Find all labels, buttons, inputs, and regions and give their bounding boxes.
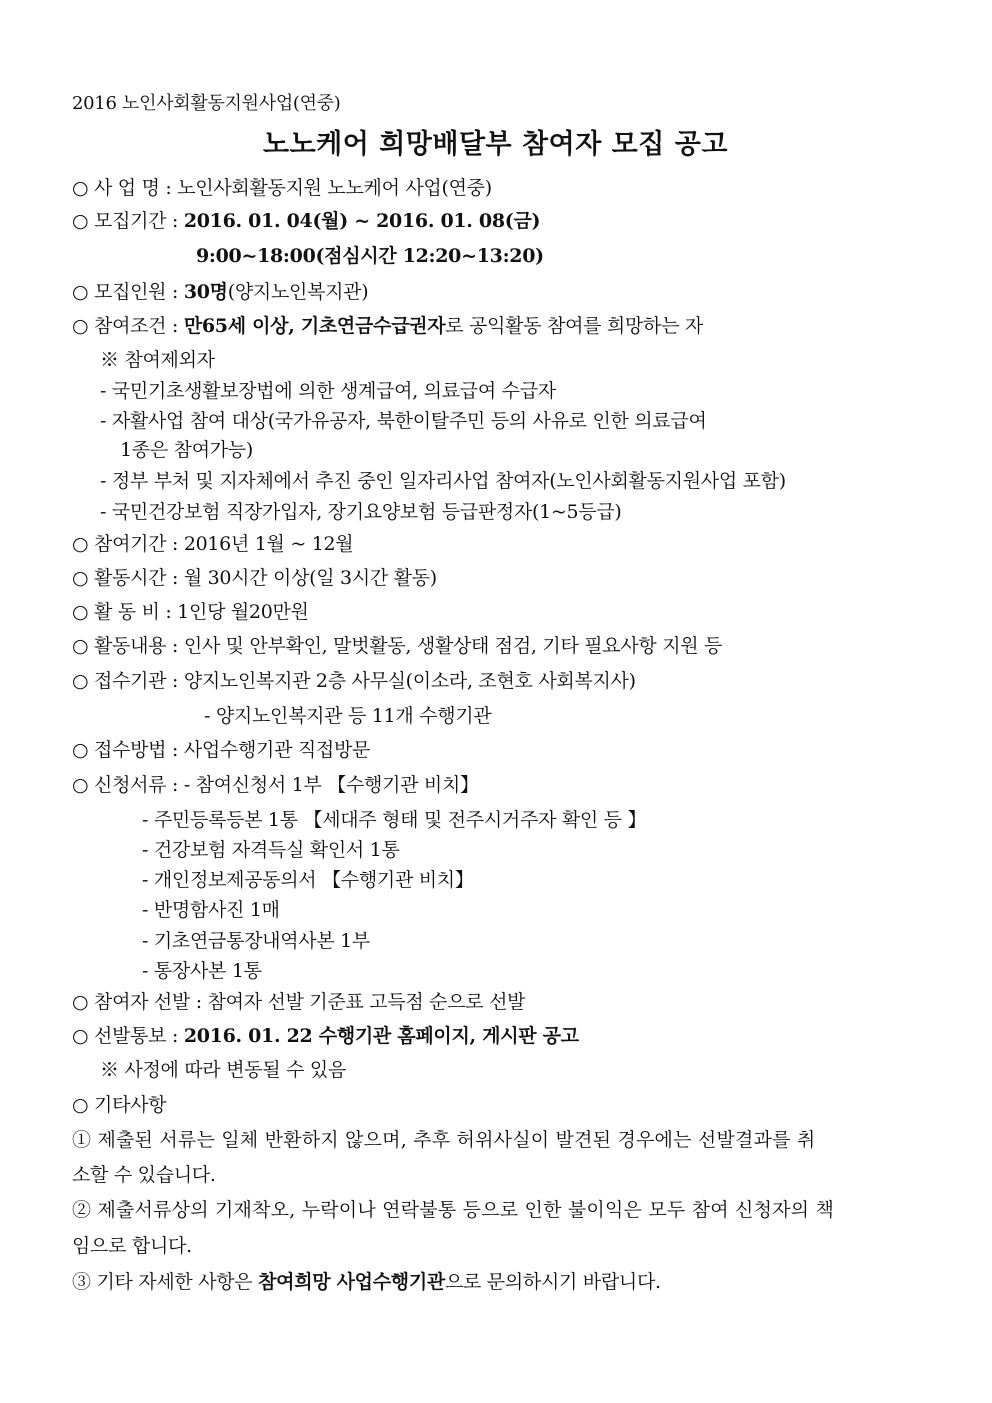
- recruit-hours-line: 9:00~18:00(점심시간 12:20~13:20): [196, 245, 544, 267]
- document-item-4: - 반명함사진 1매: [142, 899, 280, 921]
- document-item-2: - 건강보험 자격득실 확인서 1통: [142, 839, 400, 861]
- reception-office-line: ○ 접수기관 : 양지노인복지관 2층 사무실(이소라, 조현호 사회복지사): [72, 670, 636, 692]
- recruit-period-line: ○ 모집기간 : 2016. 01. 04(월) ~ 2016. 01. 08(금): [72, 210, 541, 232]
- notice-title: 노노케어 희망배달부 참여자 모집 공고: [263, 129, 728, 160]
- change-notice-line: ※ 사정에 따라 변동될 수 있음: [100, 1059, 346, 1081]
- other-matter-1-cont: 소할 수 있습니다.: [72, 1164, 216, 1186]
- recruit-count-line: ○ 모집인원 : 30명(양지노인복지관): [72, 281, 369, 303]
- documents-line: ○ 신청서류 : - 참여신청서 1부 【수행기관 비치】: [72, 774, 479, 796]
- document-item-1: - 주민등록등본 1통 【세대주 형태 및 전주시거주자 확인 등 】: [142, 809, 647, 831]
- other-matter-1: ① 제출된 서류는 일체 반환하지 않으며, 추후 허위사실이 발견된 경우에는 선발결과를 취: [72, 1129, 816, 1151]
- activity-content-line: ○ 활동내용 : 인사 및 안부확인, 말벗활동, 생활상태 점검, 기타 필요사항 지원 등: [72, 635, 723, 657]
- participation-period-line: ○ 참여기간 : 2016년 1월 ~ 12월: [72, 533, 354, 555]
- reception-office-sub: - 양지노인복지관 등 11개 수행기관: [204, 705, 492, 727]
- exclusion-item-3: - 정부 부처 및 지자체에서 추진 중인 일자리사업 참여자(노인사회활동지원사업 포함): [100, 470, 786, 492]
- other-matters-heading: ○ 기타사항: [72, 1094, 167, 1116]
- eligibility-line: ○ 참여조건 : 만65세 이상, 기초연금수급권자로 공익활동 참여를 희망하는 자: [72, 315, 703, 337]
- exclusion-item-1: - 국민기초생활보장법에 의한 생계급여, 의료급여 수급자: [100, 380, 556, 402]
- project-name-line: ○ 사 업 명 : 노인사회활동지원 노노케어 사업(연중): [72, 177, 492, 199]
- other-matter-2: ② 제출서류상의 기재착오, 누락이나 연락불통 등으로 인한 불이익은 모두 참여 신청자의 책: [72, 1199, 835, 1221]
- document-item-6: - 통장사본 1통: [142, 960, 262, 982]
- notice-subtitle: 2016 노인사회활동지원사업(연중): [72, 93, 341, 114]
- activity-pay-line: ○ 활 동 비 : 1인당 월20만원: [72, 601, 309, 623]
- selection-line: ○ 참여자 선발 : 참여자 선발 기준표 고득점 순으로 선발: [72, 991, 526, 1013]
- document-item-5: - 기초연금통장내역사본 1부: [142, 930, 370, 952]
- selection-notice-line: ○ 선발통보 : 2016. 01. 22 수행기관 홈페이지, 게시판 공고: [72, 1025, 579, 1047]
- exclusion-heading: ※ 참여제외자: [100, 349, 215, 371]
- other-matter-3: ③ 기타 자세한 사항은 참여희망 사업수행기관으로 문의하시기 바랍니다.: [72, 1271, 661, 1293]
- exclusion-item-2: - 자활사업 참여 대상(국가유공자, 북한이탈주민 등의 사유로 인한 의료급여: [100, 410, 707, 432]
- document-item-3: - 개인정보제공동의서 【수행기관 비치】: [142, 869, 474, 891]
- other-matter-2-cont: 임으로 합니다.: [72, 1235, 192, 1257]
- activity-hours-line: ○ 활동시간 : 월 30시간 이상(일 3시간 활동): [72, 567, 437, 589]
- exclusion-item-2-cont: 1종은 참여가능): [120, 439, 253, 461]
- exclusion-item-4: - 국민건강보험 직장가입자, 장기요양보험 등급판정자(1~5등급): [100, 501, 622, 523]
- reception-method-line: ○ 접수방법 : 사업수행기관 직접방문: [72, 739, 371, 761]
